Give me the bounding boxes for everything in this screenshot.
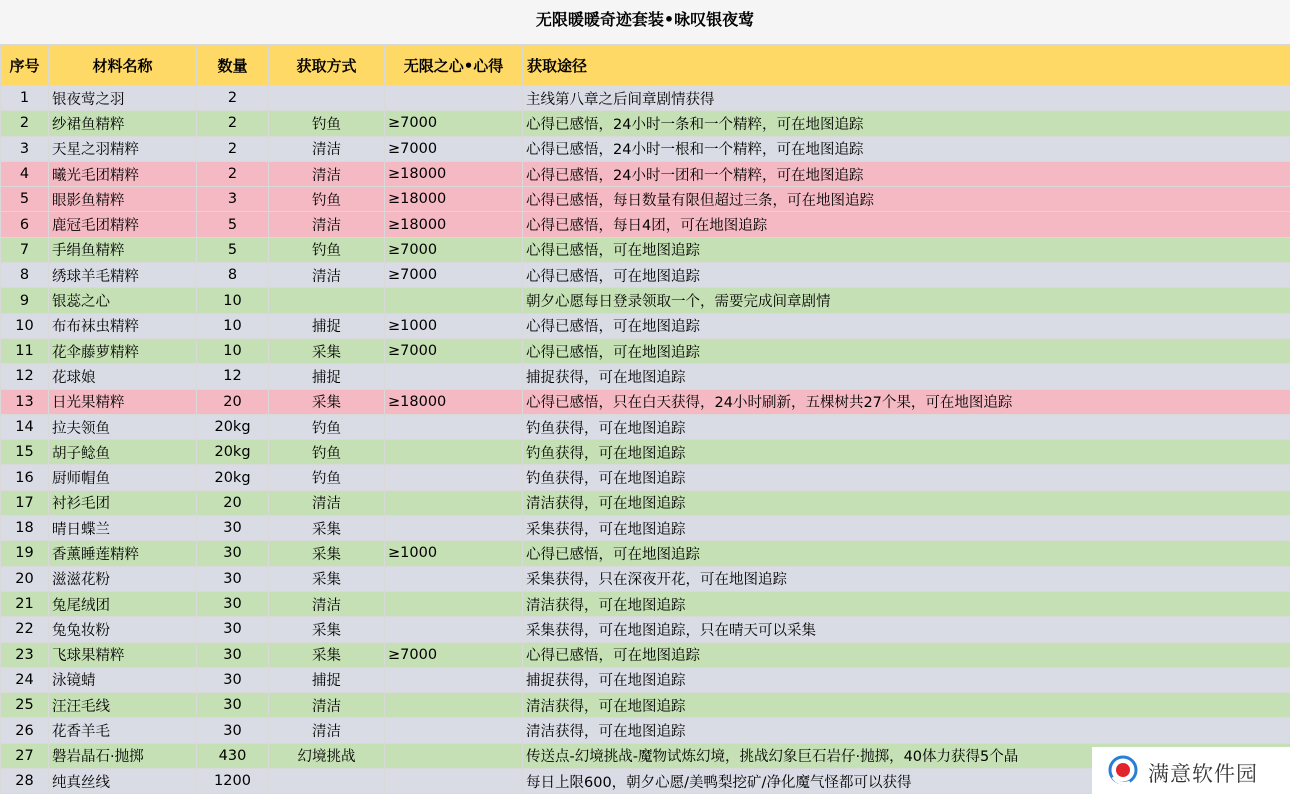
cell-route[interactable]: 朝夕心愿每日登录领取一个，需要完成间章剧情 bbox=[523, 288, 1290, 313]
cell-method[interactable]: 采集 bbox=[269, 389, 385, 414]
cell-route[interactable]: 清洁获得，可在地图追踪 bbox=[523, 490, 1290, 515]
cell-no[interactable]: 4 bbox=[1, 161, 49, 186]
cell-method[interactable]: 清洁 bbox=[269, 161, 385, 186]
cell-qty[interactable]: 2 bbox=[197, 86, 269, 111]
cell-insight[interactable] bbox=[385, 490, 523, 515]
cell-no[interactable]: 12 bbox=[1, 364, 49, 389]
cell-route[interactable]: 心得已感悟，可在地图追踪 bbox=[523, 642, 1290, 667]
cell-insight[interactable]: ≥7000 bbox=[385, 338, 523, 363]
cell-route[interactable]: 心得已感悟，只在白天获得，24小时刷新，五棵树共27个果，可在地图追踪 bbox=[523, 389, 1290, 414]
cell-method[interactable]: 清洁 bbox=[269, 263, 385, 288]
table-row bbox=[1, 541, 1290, 566]
cell-name[interactable]: 兔兔妆粉 bbox=[49, 617, 197, 642]
cell-qty[interactable]: 30 bbox=[197, 591, 269, 616]
cell-method[interactable] bbox=[269, 288, 385, 313]
header-qty[interactable]: 数量 bbox=[197, 45, 269, 86]
cell-no[interactable]: 25 bbox=[1, 693, 49, 718]
cell-name[interactable]: 厨师帽鱼 bbox=[49, 465, 197, 490]
table-row bbox=[1, 693, 1290, 718]
cell-method[interactable]: 采集 bbox=[269, 566, 385, 591]
table-row bbox=[1, 465, 1290, 490]
cell-insight[interactable] bbox=[385, 617, 523, 642]
table-row bbox=[1, 490, 1290, 515]
cell-qty[interactable]: 1200 bbox=[197, 769, 269, 794]
cell-route[interactable]: 心得已感悟，每日数量有限但超过三条，可在地图追踪 bbox=[523, 187, 1290, 212]
table-row bbox=[1, 212, 1290, 237]
cell-route[interactable]: 捕捉获得，可在地图追踪 bbox=[523, 667, 1290, 692]
watermark bbox=[1092, 747, 1290, 796]
header-insight[interactable]: 无限之心•心得 bbox=[385, 45, 523, 86]
cell-no[interactable]: 5 bbox=[1, 187, 49, 212]
cell-qty[interactable]: 20kg bbox=[197, 465, 269, 490]
cell-insight[interactable]: ≥7000 bbox=[385, 237, 523, 262]
cell-insight[interactable]: ≥7000 bbox=[385, 263, 523, 288]
cell-method[interactable]: 捕捉 bbox=[269, 364, 385, 389]
cell-insight[interactable] bbox=[385, 288, 523, 313]
cell-name[interactable]: 银蕊之心 bbox=[49, 288, 197, 313]
cell-insight[interactable] bbox=[385, 465, 523, 490]
cell-route[interactable]: 心得已感悟，24小时一团和一个精粹，可在地图追踪 bbox=[523, 161, 1290, 186]
header-method[interactable]: 获取方式 bbox=[269, 45, 385, 86]
table-row bbox=[1, 718, 1290, 743]
cell-no[interactable]: 22 bbox=[1, 617, 49, 642]
cell-no[interactable]: 1 bbox=[1, 86, 49, 111]
cell-name[interactable]: 拉夫领鱼 bbox=[49, 414, 197, 439]
cell-route[interactable]: 采集获得，可在地图追踪，只在晴天可以采集 bbox=[523, 617, 1290, 642]
cell-name[interactable]: 香薰睡莲精粹 bbox=[49, 541, 197, 566]
table-row bbox=[1, 313, 1290, 338]
cell-route[interactable]: 主线第八章之后间章剧情获得 bbox=[523, 86, 1290, 111]
cell-name[interactable]: 天星之羽精粹 bbox=[49, 136, 197, 161]
cell-qty[interactable]: 30 bbox=[197, 566, 269, 591]
cell-no[interactable]: 10 bbox=[1, 313, 49, 338]
cell-no[interactable]: 27 bbox=[1, 743, 49, 768]
cell-method[interactable]: 清洁 bbox=[269, 591, 385, 616]
cell-no[interactable]: 13 bbox=[1, 389, 49, 414]
cell-insight[interactable] bbox=[385, 769, 523, 794]
cell-name[interactable]: 花香羊毛 bbox=[49, 718, 197, 743]
cell-name[interactable]: 日光果精粹 bbox=[49, 389, 197, 414]
cell-no[interactable]: 21 bbox=[1, 591, 49, 616]
cell-no[interactable]: 28 bbox=[1, 769, 49, 794]
cell-name[interactable]: 手绢鱼精粹 bbox=[49, 237, 197, 262]
cell-method[interactable]: 采集 bbox=[269, 617, 385, 642]
cell-route[interactable]: 清洁获得，可在地图追踪 bbox=[523, 591, 1290, 616]
cell-method[interactable]: 清洁 bbox=[269, 136, 385, 161]
cell-route[interactable]: 传送点-幻境挑战-魔物试炼幻境，挑战幻象巨石岩仔·抛掷，40体力获得5个晶 bbox=[523, 743, 1290, 768]
cell-route[interactable]: 每日上限600，朝夕心愿/美鸭梨挖矿/净化魔气怪都可以获得 bbox=[523, 769, 1290, 794]
cell-insight[interactable] bbox=[385, 440, 523, 465]
cell-insight[interactable] bbox=[385, 591, 523, 616]
cell-insight[interactable] bbox=[385, 516, 523, 541]
cell-route[interactable]: 心得已感悟，每日4团，可在地图追踪 bbox=[523, 212, 1290, 237]
cell-qty[interactable]: 5 bbox=[197, 212, 269, 237]
cell-insight[interactable]: ≥1000 bbox=[385, 541, 523, 566]
cell-qty[interactable]: 5 bbox=[197, 237, 269, 262]
table-row bbox=[1, 617, 1290, 642]
cell-route[interactable]: 清洁获得，可在地图追踪 bbox=[523, 718, 1290, 743]
cell-insight[interactable] bbox=[385, 566, 523, 591]
cell-insight[interactable]: ≥18000 bbox=[385, 212, 523, 237]
cell-insight[interactable] bbox=[385, 667, 523, 692]
cell-qty[interactable]: 30 bbox=[197, 617, 269, 642]
cell-no[interactable]: 9 bbox=[1, 288, 49, 313]
site-logo-icon bbox=[1108, 755, 1138, 785]
cell-name[interactable]: 花球娘 bbox=[49, 364, 197, 389]
table-row bbox=[1, 136, 1290, 161]
cell-insight[interactable]: ≥7000 bbox=[385, 642, 523, 667]
cell-insight[interactable]: ≥1000 bbox=[385, 313, 523, 338]
table-row bbox=[1, 86, 1290, 111]
cell-qty[interactable]: 3 bbox=[197, 187, 269, 212]
cell-qty[interactable]: 20 bbox=[197, 490, 269, 515]
cell-insight[interactable] bbox=[385, 743, 523, 768]
cell-name[interactable]: 绣球羊毛精粹 bbox=[49, 263, 197, 288]
cell-qty[interactable]: 30 bbox=[197, 693, 269, 718]
cell-method[interactable]: 清洁 bbox=[269, 490, 385, 515]
cell-route[interactable]: 心得已感悟，可在地图追踪 bbox=[523, 237, 1290, 262]
cell-route[interactable]: 采集获得，只在深夜开花，可在地图追踪 bbox=[523, 566, 1290, 591]
watermark-text: 满意软件园 bbox=[1148, 762, 1258, 786]
cell-qty[interactable]: 2 bbox=[197, 161, 269, 186]
cell-insight[interactable]: ≥18000 bbox=[385, 389, 523, 414]
cell-insight[interactable]: ≥18000 bbox=[385, 161, 523, 186]
cell-qty[interactable]: 30 bbox=[197, 541, 269, 566]
cell-qty[interactable]: 30 bbox=[197, 642, 269, 667]
cell-qty[interactable]: 430 bbox=[197, 743, 269, 768]
table-row bbox=[1, 516, 1290, 541]
cell-name[interactable]: 兔尾绒团 bbox=[49, 591, 197, 616]
table-row bbox=[1, 187, 1290, 212]
cell-insight[interactable]: ≥7000 bbox=[385, 136, 523, 161]
cell-no[interactable]: 16 bbox=[1, 465, 49, 490]
cell-name[interactable]: 泳镜蜻 bbox=[49, 667, 197, 692]
table-row bbox=[1, 263, 1290, 288]
cell-method[interactable]: 采集 bbox=[269, 642, 385, 667]
table-row bbox=[1, 667, 1290, 692]
cell-method[interactable] bbox=[269, 86, 385, 111]
cell-qty[interactable]: 30 bbox=[197, 718, 269, 743]
cell-route[interactable]: 捕捉获得，可在地图追踪 bbox=[523, 364, 1290, 389]
cell-name[interactable]: 眼影鱼精粹 bbox=[49, 187, 197, 212]
cell-route[interactable]: 心得已感悟，可在地图追踪 bbox=[523, 263, 1290, 288]
cell-insight[interactable] bbox=[385, 693, 523, 718]
header-row bbox=[1, 45, 1290, 86]
sheet-title: 无限暖暖奇迹套装•咏叹银夜莺 bbox=[0, 0, 1290, 44]
header-no[interactable]: 序号 bbox=[1, 45, 49, 86]
cell-method[interactable]: 钓鱼 bbox=[269, 187, 385, 212]
cell-insight[interactable] bbox=[385, 718, 523, 743]
cell-no[interactable]: 11 bbox=[1, 338, 49, 363]
table-row bbox=[1, 389, 1290, 414]
cell-route[interactable]: 钓鱼获得，可在地图追踪 bbox=[523, 465, 1290, 490]
cell-method[interactable]: 捕捉 bbox=[269, 313, 385, 338]
cell-no[interactable]: 19 bbox=[1, 541, 49, 566]
cell-name[interactable]: 纱裙鱼精粹 bbox=[49, 111, 197, 136]
table-row bbox=[1, 237, 1290, 262]
cell-name[interactable]: 衬衫毛团 bbox=[49, 490, 197, 515]
cell-name[interactable]: 鹿冠毛团精粹 bbox=[49, 212, 197, 237]
cell-route[interactable]: 钓鱼获得，可在地图追踪 bbox=[523, 414, 1290, 439]
cell-no[interactable]: 15 bbox=[1, 440, 49, 465]
cell-method[interactable]: 清洁 bbox=[269, 718, 385, 743]
cell-method[interactable]: 钓鱼 bbox=[269, 414, 385, 439]
cell-route[interactable]: 采集获得，可在地图追踪 bbox=[523, 516, 1290, 541]
cell-name[interactable]: 花伞藤萝精粹 bbox=[49, 338, 197, 363]
cell-method[interactable]: 采集 bbox=[269, 541, 385, 566]
cell-method[interactable]: 捕捉 bbox=[269, 667, 385, 692]
cell-route[interactable]: 心得已感悟，可在地图追踪 bbox=[523, 338, 1290, 363]
cell-qty[interactable]: 2 bbox=[197, 111, 269, 136]
cell-method[interactable]: 钓鱼 bbox=[269, 465, 385, 490]
cell-method[interactable]: 钓鱼 bbox=[269, 111, 385, 136]
table-row bbox=[1, 288, 1290, 313]
cell-qty[interactable]: 8 bbox=[197, 263, 269, 288]
cell-method[interactable] bbox=[269, 769, 385, 794]
cell-name[interactable]: 滋滋花粉 bbox=[49, 566, 197, 591]
cell-qty[interactable]: 10 bbox=[197, 338, 269, 363]
cell-qty[interactable]: 30 bbox=[197, 516, 269, 541]
cell-qty[interactable]: 10 bbox=[197, 288, 269, 313]
cell-no[interactable]: 6 bbox=[1, 212, 49, 237]
cell-qty[interactable]: 20 bbox=[197, 389, 269, 414]
cell-name[interactable]: 飞球果精粹 bbox=[49, 642, 197, 667]
header-route[interactable]: 获取途径 bbox=[523, 45, 1290, 86]
cell-no[interactable]: 20 bbox=[1, 566, 49, 591]
table-row bbox=[1, 566, 1290, 591]
cell-insight[interactable]: ≥18000 bbox=[385, 187, 523, 212]
cell-qty[interactable]: 10 bbox=[197, 313, 269, 338]
table-row bbox=[1, 591, 1290, 616]
cell-name[interactable]: 胡子鲶鱼 bbox=[49, 440, 197, 465]
cell-name[interactable]: 曦光毛团精粹 bbox=[49, 161, 197, 186]
cell-no[interactable]: 7 bbox=[1, 237, 49, 262]
cell-no[interactable]: 2 bbox=[1, 111, 49, 136]
cell-name[interactable]: 晴日蝶兰 bbox=[49, 516, 197, 541]
cell-method[interactable]: 幻境挑战 bbox=[269, 743, 385, 768]
cell-route[interactable]: 心得已感悟，可在地图追踪 bbox=[523, 313, 1290, 338]
cell-qty[interactable]: 20kg bbox=[197, 440, 269, 465]
cell-name[interactable]: 布布袜虫精粹 bbox=[49, 313, 197, 338]
cell-no[interactable]: 18 bbox=[1, 516, 49, 541]
cell-insight[interactable] bbox=[385, 86, 523, 111]
cell-route[interactable]: 心得已感悟，24小时一根和一个精粹，可在地图追踪 bbox=[523, 136, 1290, 161]
cell-name[interactable]: 磐岩晶石·抛掷 bbox=[49, 743, 197, 768]
cell-no[interactable]: 8 bbox=[1, 263, 49, 288]
cell-no[interactable]: 3 bbox=[1, 136, 49, 161]
header-name[interactable]: 材料名称 bbox=[49, 45, 197, 86]
cell-qty[interactable]: 30 bbox=[197, 667, 269, 692]
cell-name[interactable]: 纯真丝线 bbox=[49, 769, 197, 794]
table-row bbox=[1, 161, 1290, 186]
cell-qty[interactable]: 20kg bbox=[197, 414, 269, 439]
cell-name[interactable]: 银夜莺之羽 bbox=[49, 86, 197, 111]
cell-name[interactable]: 汪汪毛线 bbox=[49, 693, 197, 718]
cell-method[interactable]: 采集 bbox=[269, 516, 385, 541]
cell-no[interactable]: 24 bbox=[1, 667, 49, 692]
cell-insight[interactable] bbox=[385, 414, 523, 439]
table-row bbox=[1, 364, 1290, 389]
cell-qty[interactable]: 2 bbox=[197, 136, 269, 161]
materials-table bbox=[0, 44, 1290, 794]
table-row bbox=[1, 440, 1290, 465]
cell-qty[interactable]: 12 bbox=[197, 364, 269, 389]
cell-method[interactable]: 钓鱼 bbox=[269, 440, 385, 465]
cell-no[interactable]: 14 bbox=[1, 414, 49, 439]
cell-method[interactable]: 钓鱼 bbox=[269, 237, 385, 262]
cell-route[interactable]: 心得已感悟，24小时一条和一个精粹，可在地图追踪 bbox=[523, 111, 1290, 136]
cell-no[interactable]: 17 bbox=[1, 490, 49, 515]
table-row bbox=[1, 111, 1290, 136]
cell-no[interactable]: 26 bbox=[1, 718, 49, 743]
table-row bbox=[1, 642, 1290, 667]
cell-method[interactable]: 清洁 bbox=[269, 693, 385, 718]
cell-insight[interactable]: ≥7000 bbox=[385, 111, 523, 136]
cell-route[interactable]: 清洁获得，可在地图追踪 bbox=[523, 693, 1290, 718]
cell-method[interactable]: 采集 bbox=[269, 338, 385, 363]
cell-route[interactable]: 钓鱼获得，可在地图追踪 bbox=[523, 440, 1290, 465]
cell-insight[interactable] bbox=[385, 364, 523, 389]
table-row bbox=[1, 414, 1290, 439]
cell-method[interactable]: 清洁 bbox=[269, 212, 385, 237]
cell-route[interactable]: 心得已感悟，可在地图追踪 bbox=[523, 541, 1290, 566]
table-row bbox=[1, 338, 1290, 363]
cell-no[interactable]: 23 bbox=[1, 642, 49, 667]
